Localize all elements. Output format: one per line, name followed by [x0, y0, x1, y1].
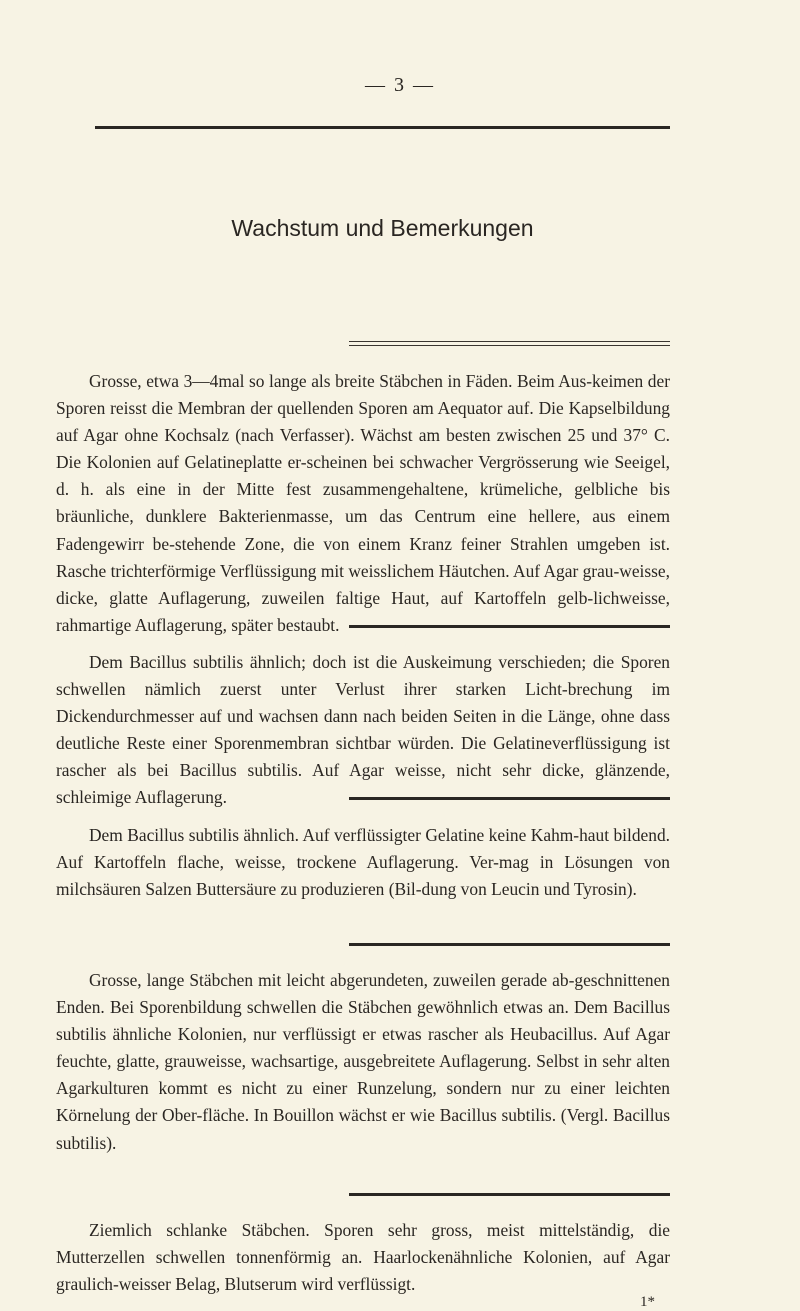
paragraph-5: Ziemlich schlanke Stäbchen. Sporen sehr gross, meist mittelständig, die Mutterzellen schwellen tonnenförmig an. Haarlockenähnliche Kolonien, auf Agar graulich-weisser Belag, Blutserum wird verflüssigt. — [56, 1220, 670, 1295]
paragraph-1: Grosse, etwa 3—4mal so lange als breite Stäbchen in Fäden. Beim Aus-keimen der Sporen reisst die Membran der quellenden Sporen am Aequator auf. Die Kapselbildung auf Agar ohne Kochsalz (nach Verfasser). Wächst am besten zwischen 25 und 37° C. Die Kolonien auf Gelatineplatte er-scheinen bei schwacher Vergrösserung wie Seeigel, d. h. als eine in der Mitte fest zusammengehaltene, krümeliche, gelbliche bis bräunliche, dunklere Bakterienmasse, um das Centrum eine hellere, aus einem Fadengewirr be-stehende Zone, die von einem Kranz feiner Strahlen umgeben ist. Rasche trichterförmige Verflüssigung mit weisslichem Häutchen. Auf Agar grau-weisse, dicke, glatte Auflagerung, zuweilen faltige Haut, auf Kartoffeln gelb-lichweisse, rahmartige Auflagerung, später bestaubt. — [56, 371, 670, 635]
separator-4 — [349, 1193, 670, 1196]
paragraph-2: Dem Bacillus subtilis ähnlich; doch ist die Auskeimung verschieden; die Sporen schwellen nämlich zuerst unter Verlust ihrer starken Licht-brechung im Dickendurchmesser auf und wachsen dann nach beiden Seiten in die Länge, ohne dass deutliche Reste einer Sporenmembran sichtbar würden. Die Gelatineverflüssigung ist rascher als bei Bacillus subtilis. Auf Agar weisse, nicht sehr dicke, glänzende, schleimige Auflagerung. — [56, 652, 670, 808]
paragraph-4: Grosse, lange Stäbchen mit leicht abgerundeten, zuweilen gerade ab-geschnittenen Enden. Bei Sporenbildung schwellen die Stäbchen gewöhnlich etwas an. Dem Bacillus subtilis ähnliche Kolonien, nur verflüssigt er etwas rascher als Heubacillus. Auf Agar feuchte, glatte, grauweisse, wachsartige, ausgebreitete Auflagerung. Selbst in sehr alten Agarkulturen kommt es nicht zu einer Runzelung, sondern nur zu einer leichten Körnelung der Ober-fläche. In Bouillon wächst er wie Bacillus subtilis. (Vergl. Bacillus subtilis). — [56, 970, 670, 1153]
heading-rule — [349, 341, 670, 346]
separator-2 — [349, 797, 670, 800]
section-heading: Wachstum und Bemerkungen — [231, 215, 534, 241]
page-number: — 3 — — [365, 74, 435, 96]
top-rule — [95, 126, 670, 129]
separator-1 — [349, 625, 670, 628]
paragraph-3: Dem Bacillus subtilis ähnlich. Auf verflüssigter Gelatine keine Kahm-haut bildend. Auf Kartoffeln flache, weisse, trockene Auflagerung. Ver-mag in Lösungen von milchsäuren Salzen Buttersäure zu produzieren (Bil-dung von Leucin und Tyrosin). — [56, 825, 670, 900]
signature-mark: 1* — [640, 1294, 655, 1310]
separator-3 — [349, 943, 670, 946]
